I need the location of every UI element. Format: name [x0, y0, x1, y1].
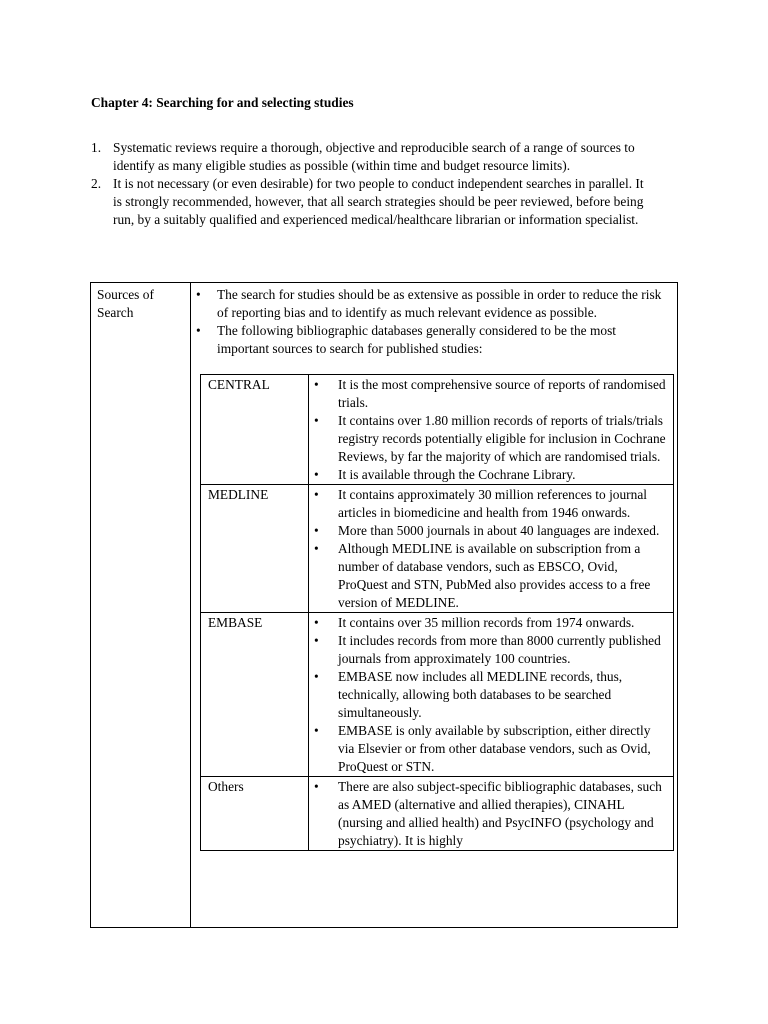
bullet-text: It contains over 35 million records from 1974 onwards. [338, 615, 635, 630]
bullet-item [191, 286, 669, 322]
bullet-text: The search for studies should be as extensive as possible in order to reduce the risk of reporting bias and to identify as much relevant evidence as possible. [217, 287, 662, 320]
bullet-icon: • [314, 633, 319, 648]
sources-bullets [191, 286, 669, 358]
databases-table [200, 374, 674, 851]
bullet-icon: • [314, 413, 319, 428]
bullet-item [311, 722, 667, 776]
sources-label: Sources of Search [91, 283, 191, 927]
bullet-text: The following bibliographic databases generally considered to be the most important sources to search for published studies: [217, 323, 616, 356]
databases-table-wrap [200, 374, 674, 927]
bullet-icon: • [196, 323, 201, 338]
bullet-text: It contains approximately 30 million references to journal articles in biomedicine and health from 1946 onwards. [338, 487, 648, 520]
bullet-item [311, 614, 667, 632]
numbered-item [91, 139, 651, 175]
database-name: Others [201, 777, 309, 851]
bullet-text: EMBASE is only available by subscription, either directly via Elsevier or from other database vendors, such as Ovid, ProQuest or STN. [338, 723, 651, 774]
bullet-icon: • [314, 615, 319, 630]
bullet-text: It is the most comprehensive source of reports of randomised trials. [338, 377, 666, 410]
bullet-icon: • [314, 541, 319, 556]
database-row-others [201, 777, 674, 851]
bullet-text: EMBASE now includes all MEDLINE records, thus, technically, allowing both databases to be searched simultaneously. [338, 669, 623, 720]
bullet-icon: • [196, 287, 201, 302]
bullet-icon: • [314, 669, 319, 684]
bullet-icon: • [314, 523, 319, 538]
database-row-central [201, 375, 674, 485]
bullet-item [311, 522, 667, 540]
database-row-medline [201, 485, 674, 613]
numbered-item [91, 175, 651, 229]
bullet-item [191, 322, 669, 358]
database-points [311, 376, 667, 484]
database-name: EMBASE [201, 613, 309, 777]
bullet-icon: • [314, 723, 319, 738]
bullet-item [311, 632, 667, 668]
database-points [311, 486, 667, 612]
bullet-item [311, 778, 667, 850]
database-name: MEDLINE [201, 485, 309, 613]
bullet-item [311, 668, 667, 722]
bullet-text: Although MEDLINE is available on subscription from a number of database vendors, such as EBSCO, Ovid, ProQuest and STN, PubMed also provides access to a free version of MEDLINE. [338, 541, 651, 610]
bullet-icon: • [314, 467, 319, 482]
bullet-text: It is available through the Cochrane Library. [338, 467, 576, 482]
database-points [311, 778, 667, 850]
bullet-text: It contains over 1.80 million records of reports of trials/trials registry records potentially eligible for inclusion in Cochrane Reviews, by far the majority of which are randomised trials. [338, 413, 666, 464]
bullet-text: It includes records from more than 8000 currently published journals from approximately 100 countries. [338, 633, 661, 666]
numbered-list [91, 139, 651, 229]
database-name: CENTRAL [201, 375, 309, 485]
bullet-text: More than 5000 journals in about 40 languages are indexed. [338, 523, 660, 538]
database-row-embase [201, 613, 674, 777]
bullet-text: There are also subject-specific bibliographic databases, such as AMED (alternative and allied therapies), CINAHL (nursing and allied health) and PsycINFO (psychology and psychiatry). It is highly [338, 779, 662, 848]
item-number: 2. [91, 176, 102, 191]
bullet-item [311, 540, 667, 612]
database-points [311, 614, 667, 776]
bullet-icon: • [314, 377, 319, 392]
bullet-item [311, 412, 667, 466]
item-text: Systematic reviews require a thorough, objective and reproducible search of a range of sources to identify as many eligible studies as possible (within time and budget resource limits). [113, 140, 635, 173]
bullet-item [311, 466, 667, 484]
item-number: 1. [91, 140, 102, 155]
item-text: It is not necessary (or even desirable) for two people to conduct independent searches in parallel. It is strongly recommended, however, that all search strategies should be peer reviewed, before being run, by a suitably qualified and experienced medical/healthcare librarian or information specialist. [113, 176, 644, 227]
bullet-icon: • [314, 779, 319, 794]
bullet-icon: • [314, 487, 319, 502]
chapter-title: Chapter 4: Searching for and selecting studies [91, 95, 354, 110]
bullet-item [311, 486, 667, 522]
bullet-item [311, 376, 667, 412]
